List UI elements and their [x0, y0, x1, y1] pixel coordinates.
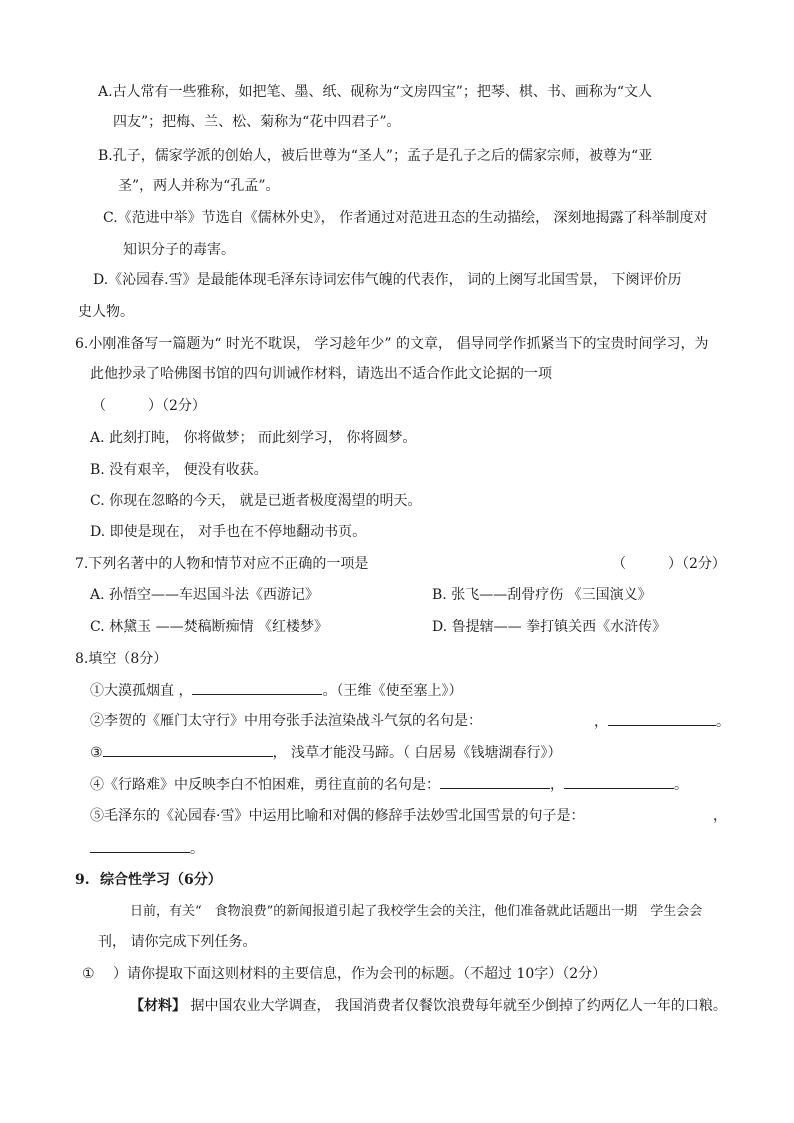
q5-option-d-line2: 史人物。	[78, 304, 134, 320]
q8-item-3-marker: ③	[90, 745, 103, 761]
q8-item-4-text: ④《行路难》中反映李白不怕困难，勇往直前的名句是：	[90, 777, 440, 793]
q8-item-5-period: 。	[190, 841, 204, 857]
q8-item-1-source: 。（王维《使至塞上》）	[322, 683, 463, 699]
q9-task1-number: ①	[82, 966, 95, 982]
q7-stem: 7.下列名著中的人物和情节对应不正确的一项是	[75, 556, 369, 572]
q7-option-c: C. 林黛玉 ——焚稿断痴情 《红楼梦》	[90, 619, 329, 635]
q9-task1: ）请你提取下面这则材料的主要信息，作为会刊的标题。（不超过 10字）（2分）	[113, 966, 607, 982]
q6-score: （ ）（2分）	[92, 398, 206, 414]
q8-item-3-blank[interactable]	[103, 742, 273, 757]
q8-item-5-blank[interactable]	[90, 838, 190, 853]
q7-score: （ ）（2分）	[612, 556, 726, 572]
q8-title: 8.填空（8分）	[75, 651, 168, 667]
q8-item-4-blank-2[interactable]	[564, 774, 674, 789]
q8-item-3	[90, 742, 561, 763]
q5-option-b-line2: 圣”，两人并称为“孔孟”。	[118, 178, 280, 194]
q8-item-1-blank[interactable]	[192, 680, 322, 695]
q7-option-d: D. 鲁提辖—— 拳打镇关西《水浒传》	[432, 619, 667, 635]
q8-item-5	[90, 806, 584, 826]
q5-option-c-line1: C.《范进中举》节选自《儒林外史》， 作者通过对范进丑态的生动描绘， 深刻地揭露了科举制度对	[103, 210, 708, 226]
q7-option-a: A. 孙悟空——车迟国斗法《西游记》	[90, 587, 320, 603]
q9-title: 综合性学习（6分）	[100, 872, 222, 888]
q8-item-2-comma: ，	[594, 714, 608, 730]
q6-option-b: B. 没有艰辛， 便没有收获。	[90, 462, 268, 478]
q8-item-2-period: 。	[716, 714, 730, 730]
q9-material-text: 据中国农业大学调查， 我国消费者仅餐饮浪费每年就至少倒掉了约两亿人一年的口粮。	[190, 998, 727, 1014]
q8-item-4	[90, 774, 688, 795]
q8-item-2-blank[interactable]	[608, 711, 716, 726]
q8-item-2-tail	[594, 711, 730, 732]
q8-item-2-text: ②李贺的《雁门太守行》中用夸张手法渲染战斗气氛的名句是：	[90, 713, 482, 729]
q8-item-4-period: 。	[674, 777, 688, 793]
q9-intro-line2: 刊， 请你完成下列任务。	[98, 934, 257, 950]
q6-stem-line2: 此他抄录了哈佛图书馆的四句训诫作材料，请选出不适合作此文论据的一项	[90, 366, 552, 382]
q8-item-5-text: ⑤毛泽东的《沁园春·雪》中运用比喻和对偶的修辞手法妙雪北国雪景的句子是：	[90, 808, 585, 824]
q8-item-3-text: ， 浅草才能没马蹄。（ 白居易《钱塘湖春行》）	[272, 745, 562, 761]
q9-number: 9.	[75, 872, 90, 888]
q5-option-a-line2: 四友”；把梅、兰、松、菊称为“花中四君子”。	[113, 114, 401, 130]
q9-material	[130, 996, 727, 1016]
q6-stem-line1: 6.小刚准备写一篇题为“ 时光不耽误， 学习趁年少” 的文章， 倡导同学作抓紧当下的宝贵时间学习，为	[75, 336, 709, 352]
q9-material-tag: 【材料】	[130, 998, 186, 1014]
q5-option-b-line1: B.孔子，儒家学派的创始人，被后世尊为“圣人”；孟子是孔子之后的儒家宗师，被尊为“亚	[98, 148, 653, 164]
q8-item-1	[90, 680, 462, 701]
q8-item-5-comma: ，	[713, 808, 727, 824]
q9-intro-line1: 日前，有关“ 食物浪费”的新闻报道引起了我校学生会的关注，他们准备就此话题出一期 学生会会	[130, 904, 703, 919]
q5-option-c-line2: 知识分子的毒害。	[123, 242, 235, 258]
q8-item-1-text: ①大漠孤烟直 ，	[90, 683, 193, 699]
q7-option-b: B. 张飞——刮骨疗伤 《三国演义》	[432, 587, 652, 603]
q6-option-d: D. 即使是现在， 对手也在不停地翻动书页。	[90, 524, 367, 540]
q5-option-d-line1: D.《沁园春.雪》是最能体现毛泽东诗词宏伟气魄的代表作， 词的上阕写北国雪景， 下阕评价历	[93, 272, 682, 288]
q6-option-a: A. 此刻打盹， 你将做梦； 而此刻学习， 你将圆梦。	[90, 430, 417, 446]
q5-option-a-line1: A.古人常有一些雅称，如把笔、墨、纸、砚称为“文房四宝”；把琴、棋、书、画称为“文人	[98, 84, 653, 100]
q8-item-4-blank-1[interactable]	[440, 774, 550, 789]
q8-item-5-line2	[90, 838, 204, 859]
q8-item-2	[90, 711, 482, 731]
q6-option-c: C. 你现在忽略的今天， 就是已逝者极度渴望的明天。	[90, 493, 422, 509]
q8-item-4-comma: ，	[550, 777, 564, 793]
